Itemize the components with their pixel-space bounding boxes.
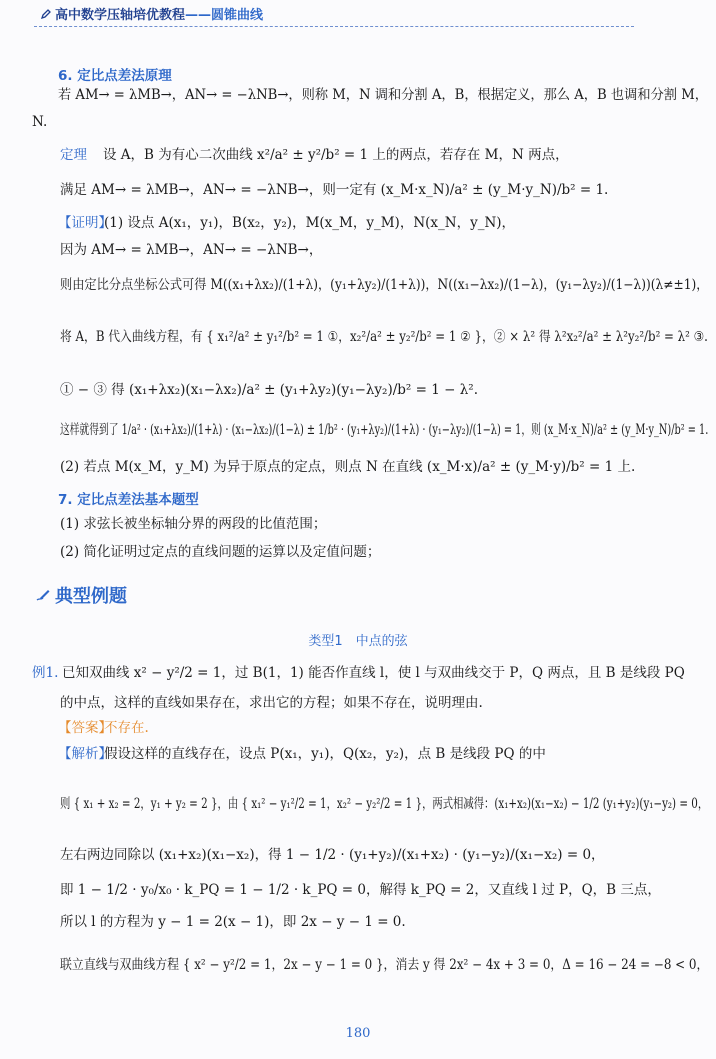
analysis-line-5: 所以 l 的方程为 y − 1 = 2(x − 1)，即 2x − y − 1 = 0. [60,914,406,930]
examples-heading [35,582,127,608]
page-number: 180 [345,1026,371,1041]
section-7-heading: 7. 定比点差法基本题型 [58,492,199,508]
answer-label: 【答案】 [58,720,112,736]
header-title: 高中数学压轴培优教程 [55,8,186,23]
answer-text: 不存在. [104,720,149,736]
proof-line-3: 则由定比分点坐标公式可得 M((x₁+λx₂)/(1+λ)，(y₁+λy₂)/(1+λ))，N((x₁−λx₂)/(1−λ)，(y₁−λy₂)/(1−λ))(λ≠±1)， [60,277,709,293]
pencil-icon [40,8,52,20]
section-7-item-1: (1) 求弦长被坐标轴分界的两段的比值范围； [60,516,327,532]
section-6-heading: 6. 定比点差法原理 [58,68,172,84]
category-label: 类型1 中点的弦 [308,634,408,649]
proof-label: 【证明】 [58,215,112,231]
analysis-label: 【解析】 [58,746,112,762]
problem-line-1: 已知双曲线 x² − y²/2 = 1，过 B(1，1) 能否作直线 l，使 l 与双曲线交于 P，Q 两点，且 B 是线段 PQ [62,665,685,681]
proof-line-1: (1) 设点 A(x₁，y₁)，B(x₂，y₂)，M(x_M，y_M)，N(x_N，y_N)， [104,215,516,231]
proof-line-5: ① − ③ 得 (x₁+λx₂)(x₁−λx₂)/a² ± (y₁+λy₂)(y₁−λy₂)/b² = 1 − λ². [60,382,478,398]
problem-line-2: 的中点，这样的直线如果存在，求出它的方程；如果不存在，说明理由. [60,695,483,711]
theorem-label: 定理 [60,147,87,163]
definition-line-1: 若 AM→ = λMB→，AN→ = −λNB→，则称 M，N 调和分割 A，B，根据定义，那么 A，B 也调和分割 M， [58,87,708,103]
analysis-line-6: 联立直线与双曲线方程 { x² − y²/2 = 1，2x − y − 1 = 0 }，消去 y 得 2x² − 4x + 3 = 0，Δ = 16 − 24 = −8 < 0， [60,957,709,973]
proof-line-4: 将 A，B 代入曲线方程，有 { x₁²/a² ± y₁²/b² = 1 ①，x₂²/a² ± y₂²/b² = 1 ② }，② × λ² 得 λ²x₂²/a² ± λ²y₂²/b² = λ² ③. [60,329,708,345]
example-label: 例1. [32,665,59,681]
analysis-line-2: 则 { x₁ + x₂ = 2，y₁ + y₂ = 2 }，由 { x₁² − y₁²/2 = 1，x₂² − y₂²/2 = 1 }，两式相减得：(x₁+x₂)(x₁−x₂) − 1/2 (y₁+y₂)(y₁−y₂) = 0， [60,796,709,812]
analysis-line-1: 假设这样的直线存在，设点 P(x₁，y₁)，Q(x₂，y₂)，点 B 是线段 PQ 的中 [104,746,546,762]
proof-line-6: 这样就得到了 1/a² · (x₁+λx₂)/(1+λ) · (x₁−λx₂)/(1−λ) ± 1/b² · (y₁+λy₂)/(1+λ) · (y₁−λy₂)/(1−λ) = 1，则 (x_M·x_N)/a² ± (y_M·y_N)/b² = 1. [60,422,709,438]
pen-icon [35,587,51,603]
section-7-item-2: (2) 简化证明过定点的直线问题的运算以及定值问题； [60,544,381,560]
header-subtitle: ——圆锥曲线 [185,8,264,23]
definition-line-2: N. [32,114,48,130]
examples-heading-text: 典型例题 [55,586,127,607]
header-divider [34,26,634,27]
theorem-line-2: 满足 AM→ = λMB→，AN→ = −λNB→，则一定有 (x_M·x_N)/a² ± (y_M·y_N)/b² = 1. [60,182,609,198]
analysis-line-3: 左右两边同除以 (x₁+x₂)(x₁−x₂)，得 1 − 1/2 · (y₁+y₂)/(x₁+x₂) · (y₁−y₂)/(x₁−x₂) = 0， [60,847,605,863]
header-title-row [40,4,263,23]
proof-line-2: 因为 AM→ = λMB→，AN→ = −λNB→， [60,242,323,258]
analysis-line-4: 即 1 − 1/2 · y₀/x₀ · k_PQ = 1 − 1/2 · k_PQ = 0，解得 k_PQ = 2，又直线 l 过 P，Q，B 三点， [60,882,661,898]
theorem-line-1: 设 A，B 为有心二次曲线 x²/a² ± y²/b² = 1 上的两点，若存在 M，N 两点， [103,147,569,163]
proof-line-7: (2) 若点 M(x_M，y_M) 为异于原点的定点，则点 N 在直线 (x_M·x)/a² ± (y_M·y)/b² = 1 上. [60,459,636,475]
